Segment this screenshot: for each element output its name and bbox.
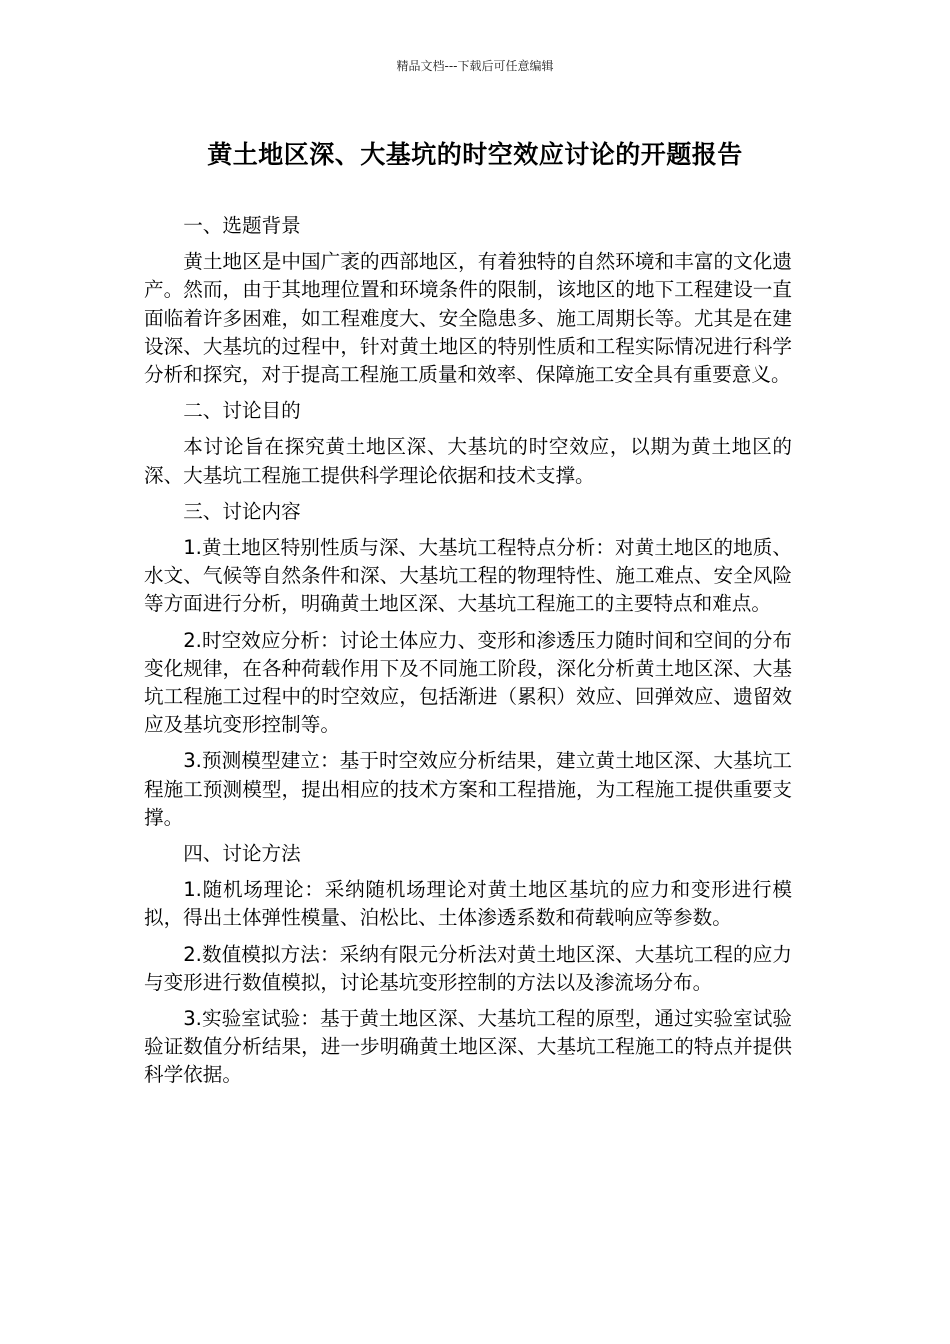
paragraph-method-2: 2.数值模拟方法：采纳有限元分析法对黄土地区深、大基坑工程的应力与变形进行数值模拟，讨论基坑变形控制的方法以及渗流场分布。	[144, 942, 792, 994]
section-heading-content: 三、讨论内容	[183, 499, 301, 523]
section-heading-purpose: 二、讨论目的	[183, 399, 301, 423]
document-body	[144, 212, 792, 1098]
paragraph-purpose: 本讨论旨在探究黄土地区深、大基坑的时空效应，以期为黄土地区的深、大基坑工程施工提供科学理论依据和技术支撑。	[144, 435, 792, 487]
document-title: 黄土地区深、大基坑的时空效应讨论的开题报告	[207, 140, 743, 169]
header-note: 精品文档---下载后可任意编辑	[396, 59, 554, 73]
paragraph-content-1: 1.黄土地区特别性质与深、大基坑工程特点分析：对黄土地区的地质、水文、气候等自然条件和深、大基坑工程的物理特性、施工难点、安全风险等方面进行分析，明确黄土地区深、大基坑工程施工的主要特点和难点。	[144, 536, 792, 616]
section-heading-background: 一、选题背景	[183, 214, 301, 237]
paragraph-content-2: 2.时空效应分析：讨论土体应力、变形和渗透压力随时间和空间的分布变化规律，在各种荷载作用下及不同施工阶段，深化分析黄土地区深、大基坑工程施工过程中的时空效应，包括渐进（累积）效应、回弹效应、遗留效应及基坑变形控制等。	[144, 628, 792, 737]
paragraph-background: 黄土地区是中国广袤的西部地区，有着独特的自然环境和丰富的文化遗产。然而，由于其地理位置和环境条件的限制，该地区的地下工程建设一直面临着许多困难，如工程难度大、安全隐患多、施工周期长等。尤其是在建设深、大基坑的过程中，针对黄土地区的特别性质和工程实际情况进行科学分析和探究，对于提高工程施工质量和效率、保障施工安全具有重要意义。	[144, 250, 792, 387]
section-heading-methods: 四、讨论方法	[183, 842, 301, 866]
paragraph-method-3: 3.实验室试验：基于黄土地区深、大基坑工程的原型，通过实验室试验验证数值分析结果，进一步明确黄土地区深、大基坑工程施工的特点并提供科学依据。	[144, 1007, 792, 1087]
paragraph-content-3: 3.预测模型建立：基于时空效应分析结果，建立黄土地区深、大基坑工程施工预测模型，提出相应的技术方案和工程措施，为工程施工提供重要支撑。	[144, 749, 792, 829]
paragraph-method-1: 1.随机场理论：采纳随机场理论对黄土地区基坑的应力和变形进行模拟，得出土体弹性模量、泊松比、土体渗透系数和荷载响应等参数。	[144, 878, 792, 930]
